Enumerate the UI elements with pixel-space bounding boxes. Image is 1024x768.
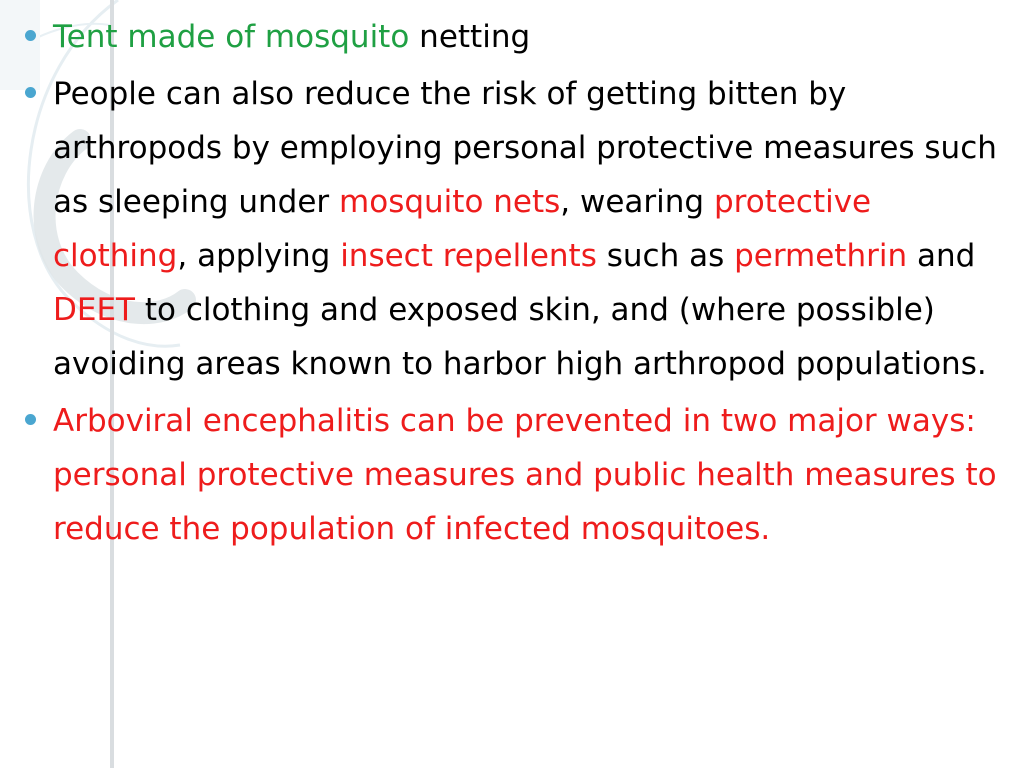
bullet-text xyxy=(53,76,997,382)
bullet-list xyxy=(22,10,1002,556)
bullet-item xyxy=(22,10,1002,64)
bullet-item xyxy=(22,67,1002,391)
text-segment: and xyxy=(907,238,976,274)
text-segment: permethrin xyxy=(734,238,908,274)
text-segment: Tent made of mosquito xyxy=(53,19,420,55)
bullet-item xyxy=(22,394,1002,556)
text-segment: to clothing and exposed skin, and (where possible) avoiding areas known to harbor high arthropod populations. xyxy=(53,292,987,382)
bullet-icon xyxy=(25,414,36,425)
slide-body xyxy=(22,10,1002,559)
bullet-icon xyxy=(25,87,36,98)
text-segment: , wearing xyxy=(560,184,714,220)
bullet-icon xyxy=(25,30,36,41)
text-segment: such as xyxy=(596,238,735,274)
text-segment: , applying xyxy=(177,238,341,274)
text-segment: protective clothing xyxy=(53,184,872,274)
text-segment: People can also reduce the risk of getting bitten by arthropods by employing personal protective measures such as sleeping under xyxy=(53,76,997,220)
text-segment: netting xyxy=(419,19,531,55)
text-segment: Arboviral encephalitis can be prevented in two major ways: personal protective measures and public health measures to reduce the population of infected mosquitoes. xyxy=(53,403,997,547)
bullet-text xyxy=(53,403,997,547)
text-segment: insect repellents xyxy=(340,238,597,274)
text-segment: DEET xyxy=(53,292,135,328)
text-segment: mosquito nets xyxy=(339,184,561,220)
bullet-text xyxy=(53,19,530,55)
